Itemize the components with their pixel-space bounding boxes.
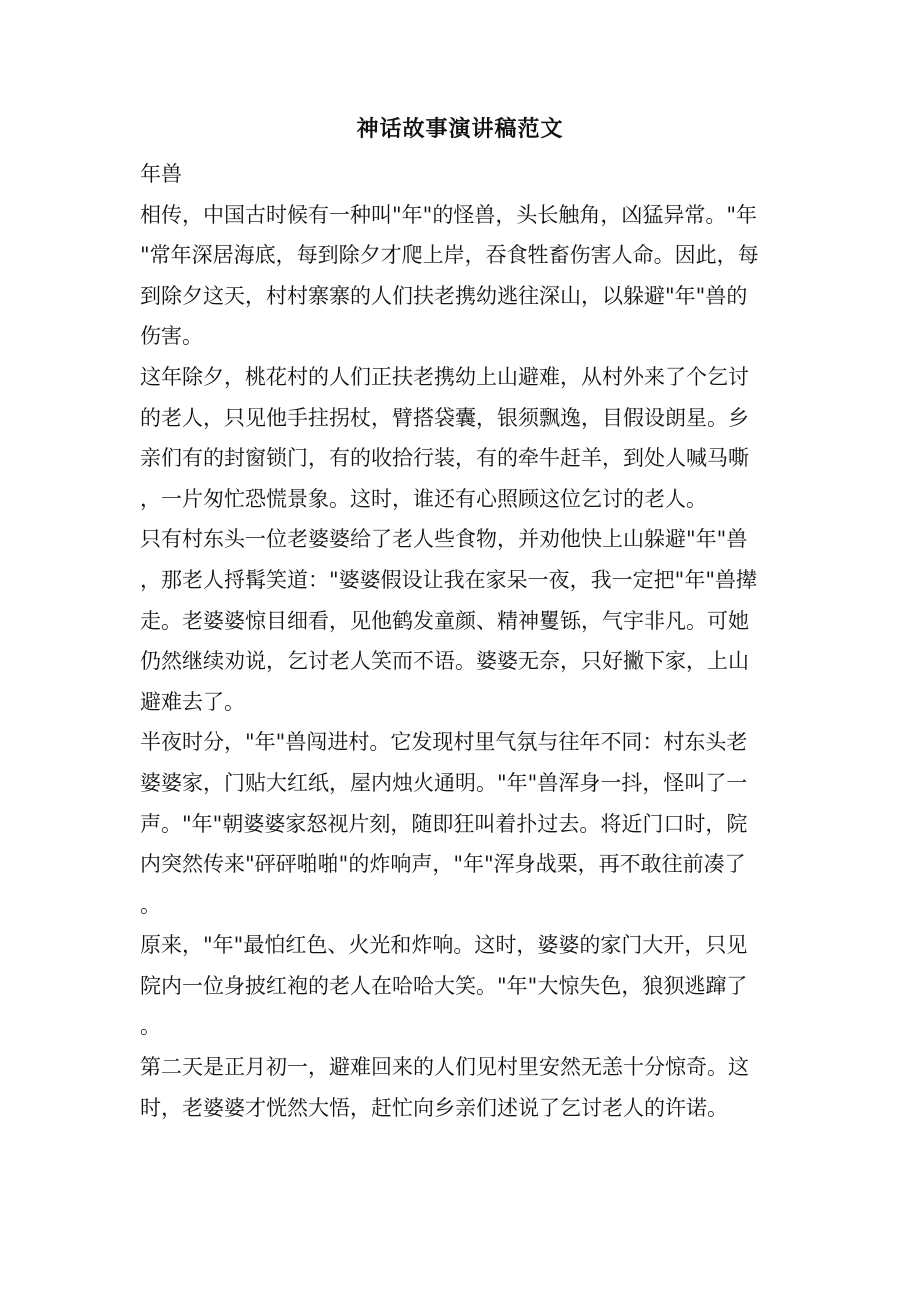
text-line: 内突然传来"砰砰啪啪"的炸响声，"年"浑身战栗，再不敢往前凑了 <box>140 852 746 877</box>
text-line: 走。老婆婆惊目细看，见他鹤发童颜、精神矍铄，气宇非凡。可她 <box>140 608 749 633</box>
text-line: 第二天是正月初一，避难回来的人们见村里安然无恙十分惊奇。这 <box>140 1055 749 1080</box>
document-body <box>140 154 784 1128</box>
subtitle: 年兽 <box>140 162 182 186</box>
text-line: 这年除夕，桃花村的人们正扶老携幼上山避难，从村外来了个乞讨 <box>140 364 749 389</box>
text-line: 院内一位身披红袍的老人在哈哈大笑。"年"大惊失色，狼狈逃蹿了 <box>140 973 748 998</box>
text-line: 伤害。 <box>140 324 203 349</box>
text-line: ，那老人捋髯笑道："婆婆假设让我在家呆一夜，我一定把"年"兽撵 <box>140 567 757 592</box>
text-line: 相传，中国古时候有一种叫"年"的怪兽，头长触角，凶猛异常。"年 <box>140 202 757 227</box>
document-title: 神话故事演讲稿范文 <box>356 116 564 142</box>
text-line: 声。"年"朝婆婆家怒视片刻，随即狂叫着扑过去。将近门口时，院 <box>140 811 748 836</box>
text-line: 避难去了。 <box>140 689 245 714</box>
text-line: 到除夕这天，村村寨寨的人们扶老携幼逃往深山，以躲避"年"兽的 <box>140 283 748 308</box>
text-line: 婆婆家，门贴大红纸，屋内烛火通明。"年"兽浑身一抖，怪叫了一 <box>140 770 748 795</box>
text-line: 。 <box>140 892 161 917</box>
text-line: 亲们有的封窗锁门，有的收拾行装，有的牵牛赶羊，到处人喊马嘶 <box>140 446 749 471</box>
text-line: 半夜时分，"年"兽闯进村。它发现村里气氛与往年不同：村东头老 <box>140 730 748 755</box>
text-line: 只有村东头一位老婆婆给了老人些食物，并劝他快上山躲避"年"兽 <box>140 527 748 552</box>
text-line: ，一片匆忙恐慌景象。这时，谁还有心照顾这位乞讨的老人。 <box>140 486 707 511</box>
text-line: 时，老婆婆才恍然大悟，赶忙向乡亲们述说了乞讨老人的许诺。 <box>140 1095 728 1120</box>
text-line: 的老人，只见他手拄拐杖，臂搭袋囊，银须飘逸，目假设朗星。乡 <box>140 405 749 430</box>
text-line: 原来，"年"最怕红色、火光和炸响。这时，婆婆的家门大开，只见 <box>140 933 748 958</box>
text-line: "常年深居海底，每到除夕才爬上岸，吞食牲畜伤害人命。因此，每 <box>140 243 759 268</box>
text-line: 。 <box>140 1014 161 1039</box>
text-line: 仍然继续劝说，乞讨老人笑而不语。婆婆无奈，只好撇下家，上山 <box>140 649 749 674</box>
